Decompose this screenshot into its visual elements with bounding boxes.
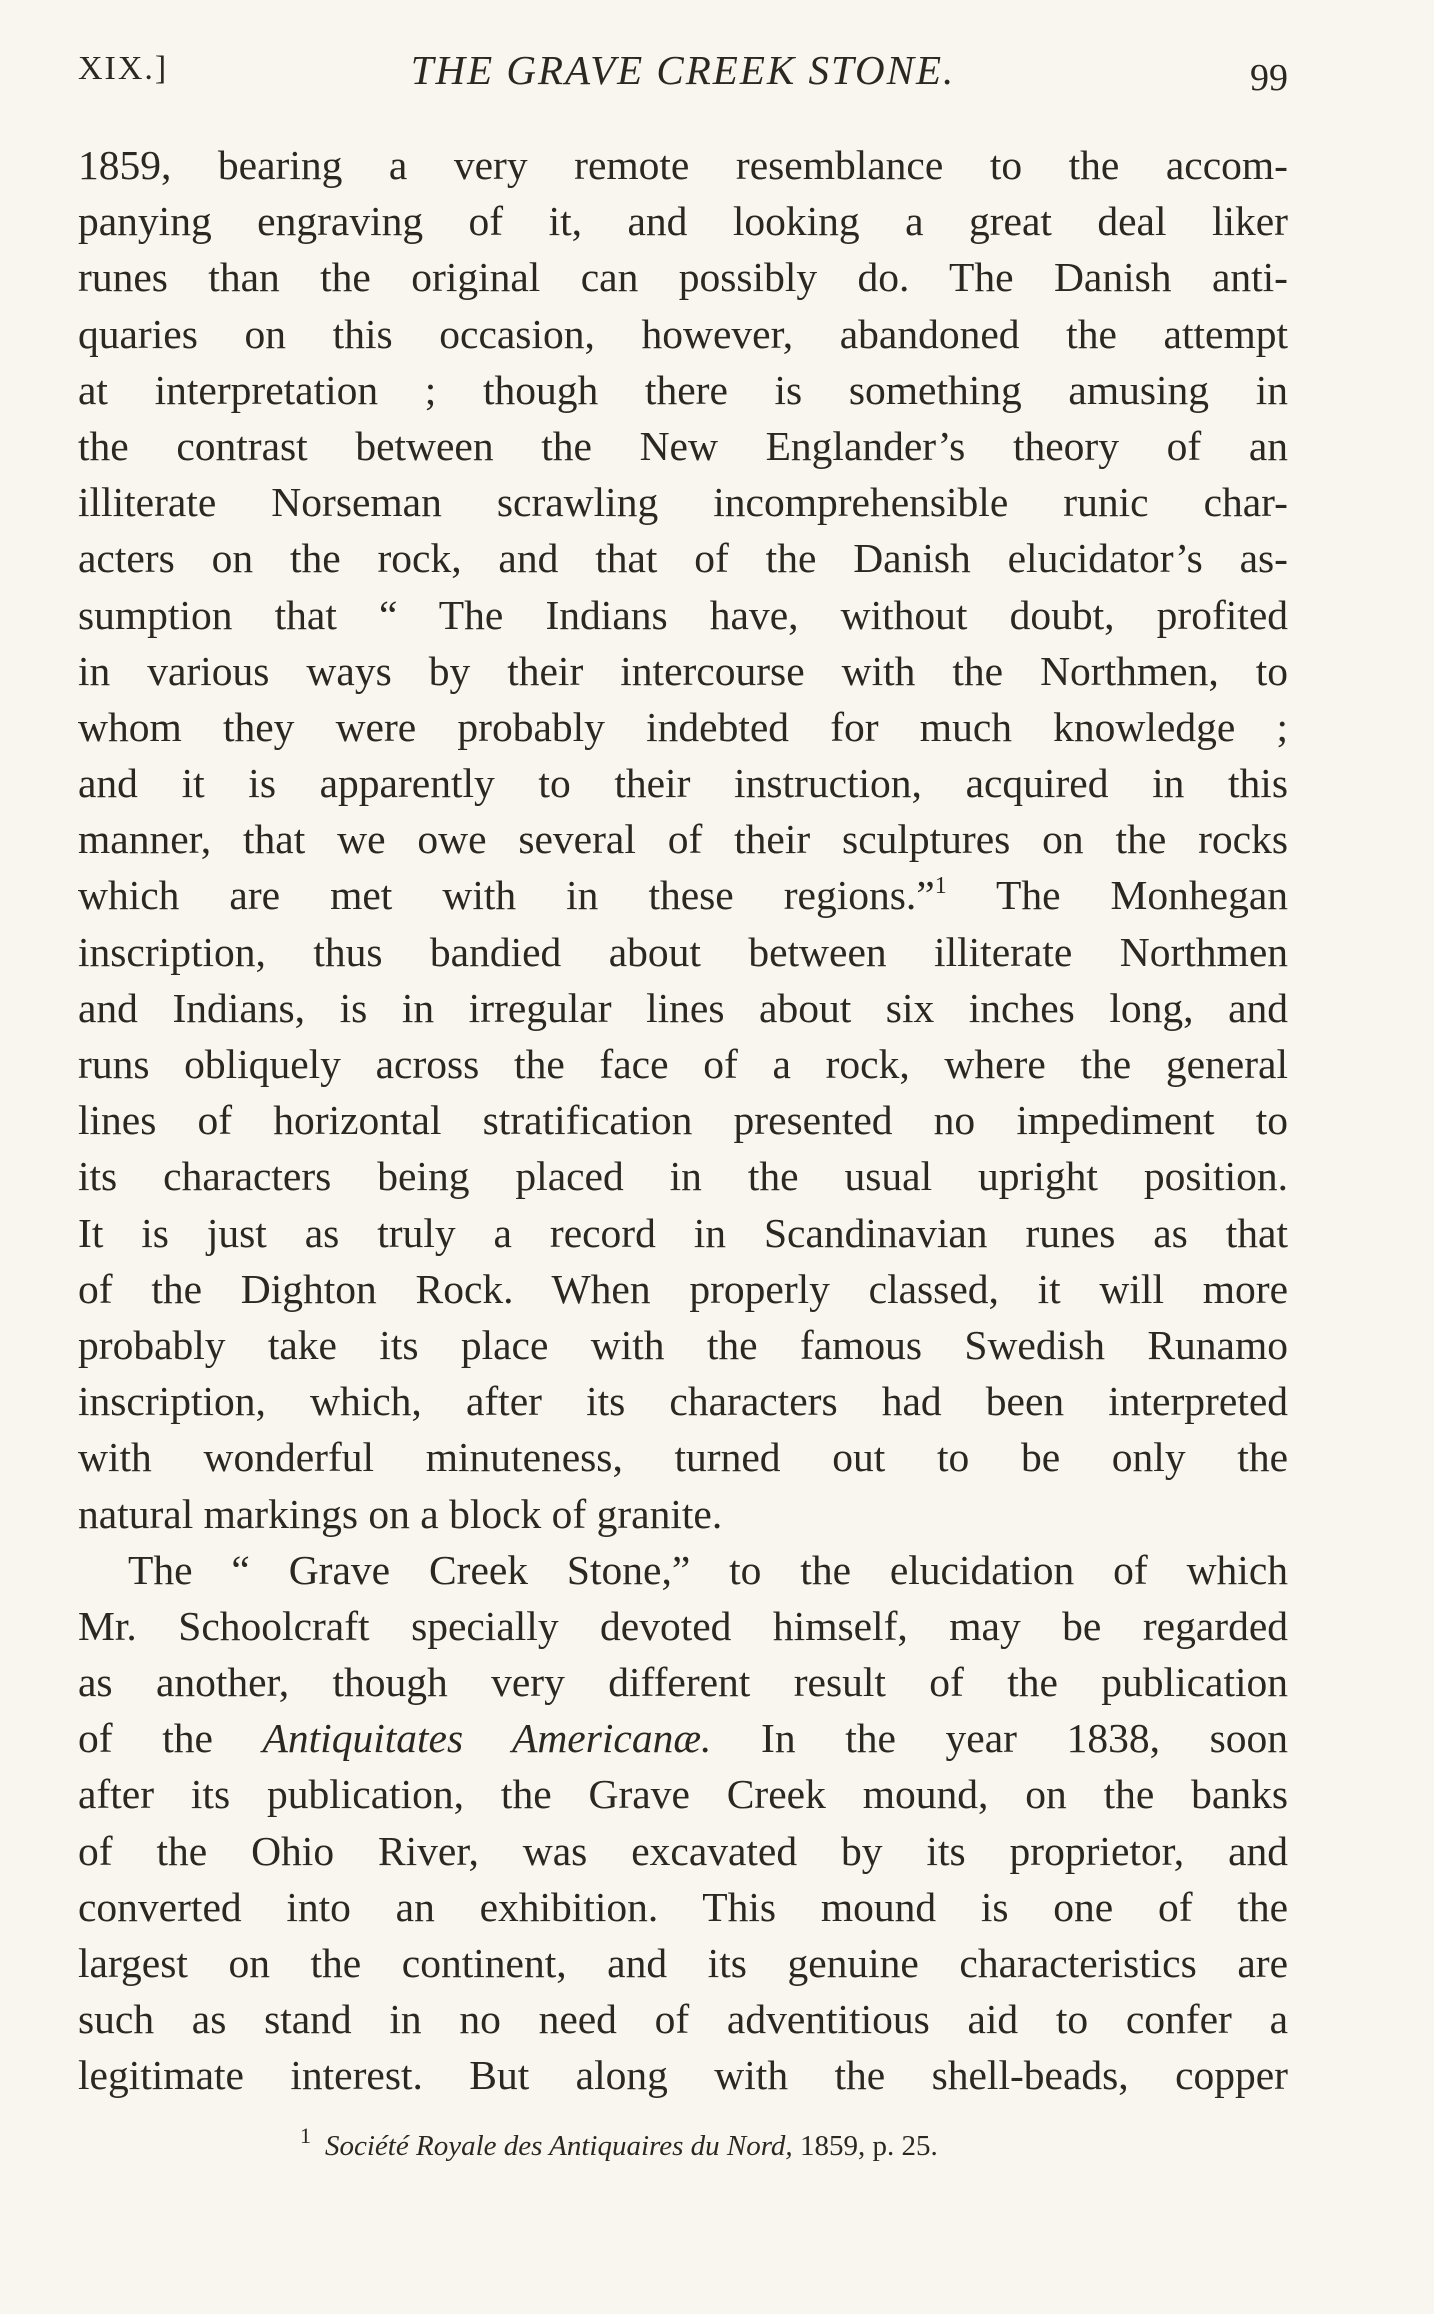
text-line: runs obliquely across the face of a rock, where the general — [78, 1041, 1288, 1087]
text-line: manner, that we owe several of their sculptures on the rocks — [78, 816, 1288, 863]
text-line: illiterate Norseman scrawling incomprehensible runic char- — [78, 479, 1288, 526]
text-line: its characters being placed in the usual upright position. — [78, 1153, 1288, 1200]
page-number: 99 — [1250, 57, 1288, 99]
italic-title: Antiquitates Americanæ. — [262, 1715, 712, 1762]
text-line: the contrast between the New Englander’s theory of an — [78, 422, 1288, 469]
text-segment: of the — [78, 1715, 263, 1762]
running-head — [78, 46, 1288, 106]
text-line: in various ways by their intercourse with the Northmen, to — [78, 647, 1288, 694]
text-line: such as stand in no need of adventitious aid to confer a — [78, 1996, 1288, 2043]
text-line: at interpretation ; though there is something amusing in — [78, 366, 1288, 413]
text-line: as another, though very different result of the publication — [78, 1659, 1288, 1706]
text-line: 1859, bearing a very remote resemblance to the accom- — [78, 142, 1288, 188]
text-line: sumption that “ The Indians have, without doubt, profited — [78, 591, 1288, 638]
footnote-reference: 1 — [934, 873, 947, 900]
paragraph-end-line: natural markings on a block of granite. — [78, 1490, 723, 1537]
text-line: legitimate interest. But along with the shell-beads, copper — [78, 2052, 1288, 2099]
body-text — [78, 137, 1288, 2104]
text-line: It is just as truly a record in Scandinavian runes as that — [78, 1209, 1288, 1256]
chapter-marker: XIX.] — [78, 50, 169, 87]
text-line: Mr. Schoolcraft specially devoted himself, may be regarded — [78, 1602, 1288, 1649]
text-line: after its publication, the Grave Creek mound, on the banks — [78, 1771, 1288, 1818]
text-line: with wonderful minuteness, turned out to be only the — [78, 1434, 1288, 1481]
text-line: inscription, which, after its characters had been interpreted — [78, 1378, 1288, 1425]
text-line: acters on the rock, and that of the Danish elucidator’s as- — [78, 535, 1288, 582]
text-line: converted into an exhibition. This mound is one of the — [78, 1883, 1288, 1930]
text-line: and Indians, is in irregular lines about six inches long, and — [78, 984, 1288, 1031]
text-line: lines of horizontal stratification presented no impediment to — [78, 1097, 1288, 1144]
footnote-source: Société Royale des Antiquaires du Nord, — [325, 2130, 793, 2162]
text-segment: which are met with in these regions.” — [78, 872, 935, 919]
footnote — [300, 2123, 938, 2166]
text-line: of the Ohio River, was excavated by its proprietor, and — [78, 1827, 1288, 1874]
text-line: of the Dighton Rock. When properly classed, it will more — [78, 1265, 1288, 1312]
footnote-marker: 1 — [300, 2123, 311, 2148]
text-line: runes than the original can possibly do. The Danish anti- — [78, 254, 1288, 301]
running-title: THE GRAVE CREEK STONE. — [410, 47, 956, 93]
text-line-with-footnote-ref — [78, 867, 1288, 923]
text-segment: The Monhegan — [946, 872, 1288, 919]
text-segment: In the year 1838, soon — [711, 1715, 1288, 1762]
paragraph-start-line: The “ Grave Creek Stone,” to the elucidation of which — [128, 1546, 1288, 1593]
text-line: inscription, thus bandied about between illiterate Northmen — [78, 928, 1288, 975]
text-line-with-italic — [78, 1710, 1288, 1766]
text-line: probably take its place with the famous Swedish Runamo — [78, 1321, 1288, 1368]
text-line: quaries on this occasion, however, abandoned the attempt — [78, 310, 1288, 357]
footnote-detail: 1859, p. 25. — [792, 2130, 938, 2162]
text-line: and it is apparently to their instruction, acquired in this — [78, 760, 1288, 807]
text-line: panying engraving of it, and looking a great deal liker — [78, 198, 1288, 245]
text-line: largest on the continent, and its genuine characteristics are — [78, 1940, 1288, 1986]
text-line: whom they were probably indebted for much knowledge ; — [78, 703, 1288, 750]
